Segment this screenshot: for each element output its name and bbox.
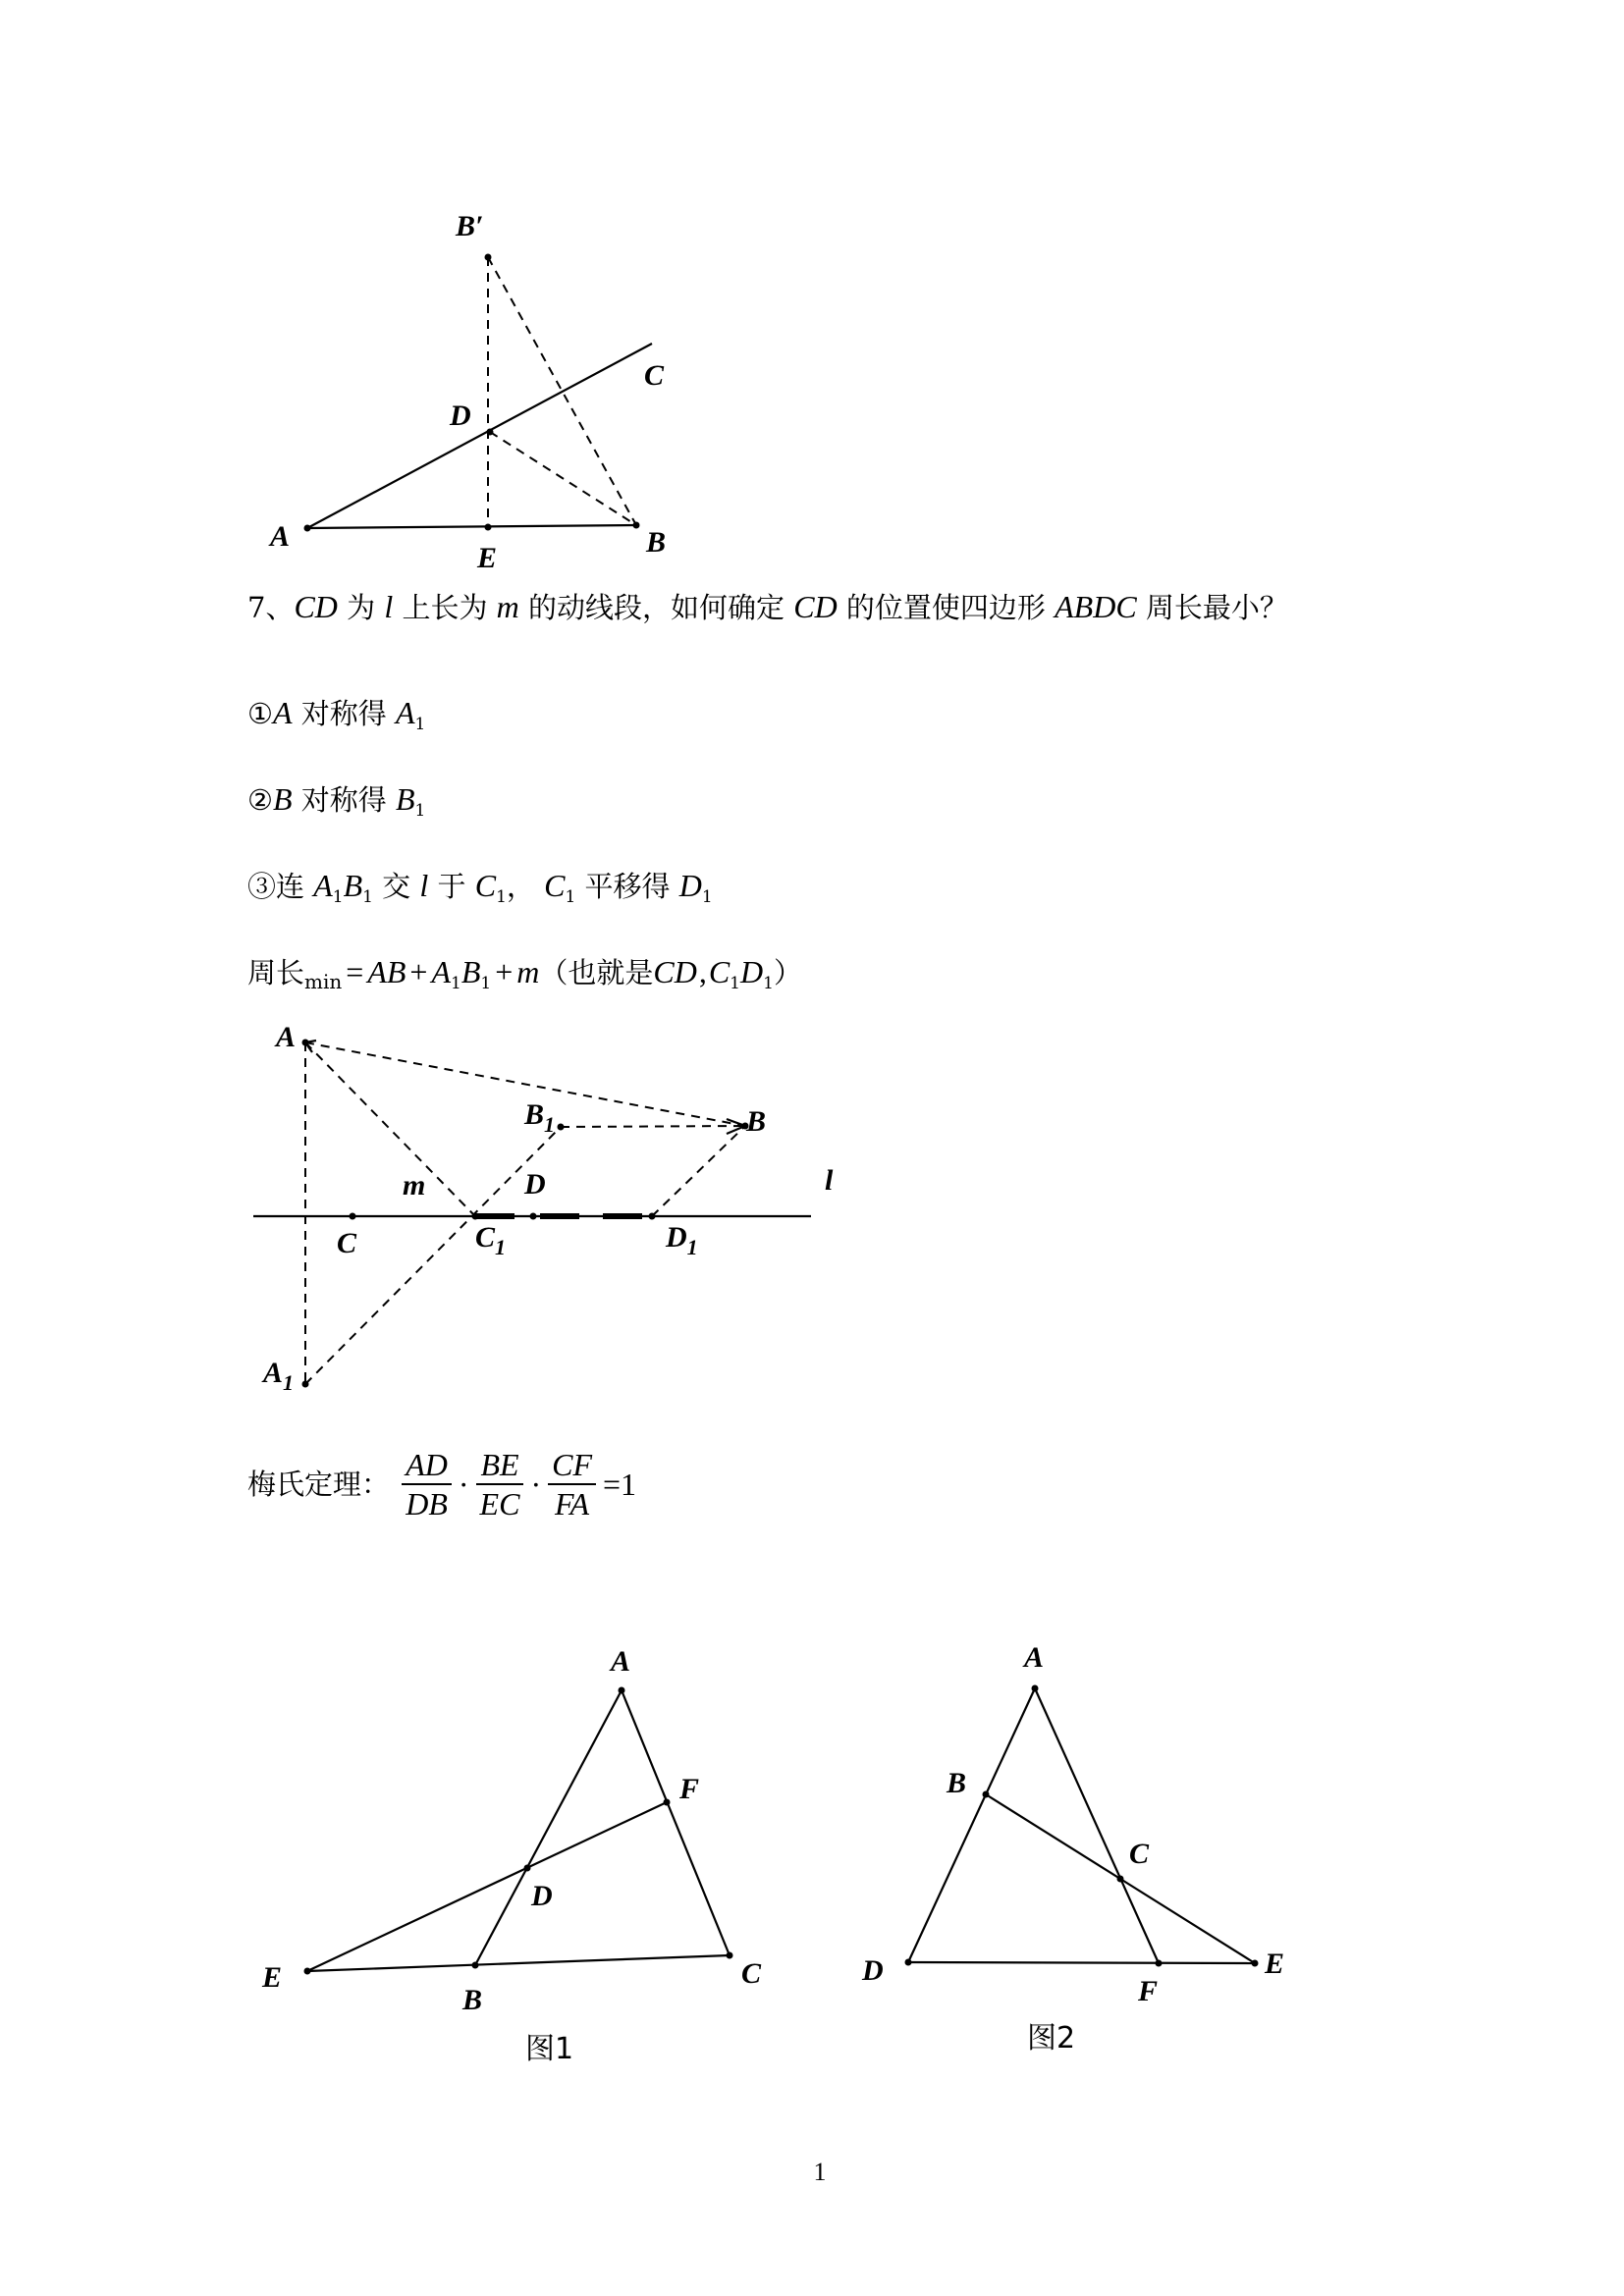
point-B1	[558, 1124, 565, 1131]
problem-7: 7、CD 为 l 上长为 m 的动线段，如何确定 CD 的位置使四边形 ABDC 周长最小？	[247, 589, 1288, 624]
label-D1: $D_1$	[666, 1221, 698, 1259]
label-A: A	[1024, 1641, 1045, 1674]
label-E: E	[262, 1961, 283, 1994]
label-D: D	[862, 1954, 884, 1987]
point-D	[530, 1213, 537, 1220]
page-number: 1	[813, 2158, 827, 2186]
figure-2	[0, 1629, 1375, 2081]
label-B: B	[947, 1767, 967, 1799]
label-D: D	[524, 1168, 546, 1201]
segment-D1B	[652, 1126, 745, 1216]
label-C: C	[1129, 1838, 1150, 1870]
label-D: D	[531, 1880, 553, 1912]
point-Bp	[485, 254, 492, 261]
figure-moving-segment	[0, 1011, 1624, 1423]
perimeter-formula: 周长$_{min}$ = AB + $A_1B_1 + m$（也就是$CD,C_1D_1$）	[247, 954, 802, 993]
label-A: A	[611, 1645, 631, 1678]
label-m: m	[403, 1169, 426, 1201]
segment-AC	[307, 344, 652, 528]
segment-AF	[1035, 1688, 1159, 1963]
fraction-BE-EC: $\frac{BE}{EC}$	[476, 1446, 524, 1522]
label-l: l	[825, 1164, 834, 1197]
point-D1	[649, 1213, 656, 1220]
point-C1	[472, 1213, 479, 1220]
label-B: B	[462, 1984, 483, 2016]
point-E	[485, 524, 492, 531]
segment-AD	[908, 1688, 1035, 1962]
point-F	[1156, 1960, 1163, 1967]
figure-reflection	[0, 0, 1624, 609]
label-C: C	[741, 1957, 762, 1990]
label-A: A	[270, 520, 291, 553]
point-B	[983, 1791, 990, 1798]
label-B: B	[646, 526, 667, 559]
point-D	[487, 429, 494, 436]
point-D	[905, 1959, 912, 1966]
label-A: A	[276, 1021, 297, 1053]
label-E: E	[477, 542, 498, 574]
point-E	[1252, 1960, 1259, 1967]
segment-DE	[908, 1962, 1255, 1963]
label-E: E	[1265, 1948, 1285, 1980]
label-C: C	[337, 1227, 357, 1259]
point-C	[350, 1213, 356, 1220]
fraction-AD-DB: $\frac{AD}{DB}$	[402, 1446, 452, 1522]
label-B1: $B_1$	[524, 1098, 556, 1137]
label-F: F	[1138, 1975, 1159, 2007]
segment-B1B	[561, 1126, 745, 1127]
menelaus-theorem: 梅氏定理： $\frac{AD}{DB}$ · $\frac{BE}{EC}$ · $\frac{CF}{FA}$ =1	[247, 1447, 637, 1522]
point-A	[302, 1040, 309, 1046]
point-C	[1117, 1876, 1124, 1883]
segment-AC1	[305, 1042, 475, 1216]
step-1: ①A 对称得 $A_1$	[247, 695, 426, 734]
point-A	[304, 525, 311, 532]
label-C: C	[644, 359, 665, 392]
point-B	[633, 522, 640, 529]
fraction-CF-FA: $\frac{CF}{FA}$	[548, 1446, 596, 1522]
label-F: F	[679, 1773, 700, 1805]
label-D: D	[450, 400, 471, 432]
step-2: ②B 对称得 $B_1$	[247, 781, 426, 821]
segment-DB	[490, 432, 636, 525]
label-A1: $A_1$	[263, 1357, 295, 1395]
step-3: ③连 $A_1B_1$ 交 l 于 $C_1$， $C_1$ 平移得 $D_1$	[247, 868, 713, 907]
segment-AB	[307, 525, 636, 528]
caption-fig1: 图1	[525, 2032, 574, 2066]
point-A	[1032, 1685, 1039, 1692]
label-C1: $C_1$	[475, 1221, 507, 1259]
label-Bp: B′	[456, 210, 484, 242]
label-B: B	[746, 1105, 767, 1138]
caption-fig2: 图2	[1027, 2021, 1076, 2056]
point-A1	[302, 1381, 309, 1388]
